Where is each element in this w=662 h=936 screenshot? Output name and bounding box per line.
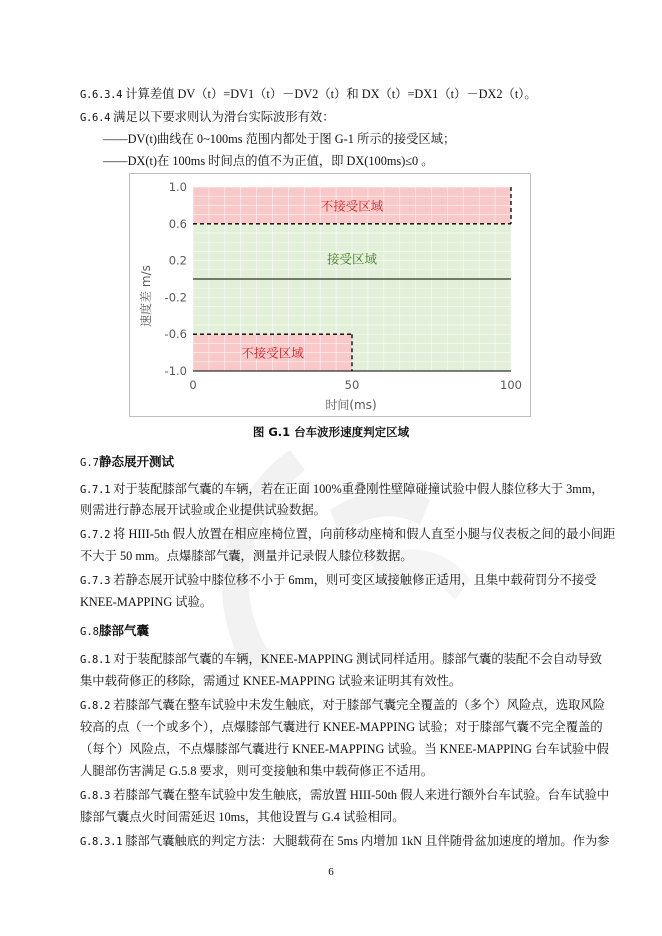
clause-text: 若膝部气囊在整车试验中未发生触底，对于膝部气囊完全覆盖的（多个）风险点，选取风险 <box>110 698 606 712</box>
clause-text: （每个）风险点，不点爆膝部气囊进行 KNEE-MAPPING 试验。当 KNEE-MAPPING 台车试验中假 <box>80 742 609 756</box>
clause-g64 <box>80 109 585 126</box>
y-tick-label: 0.6 <box>168 216 187 231</box>
clause-g83 <box>80 787 610 804</box>
section-number: G.8 <box>80 626 99 638</box>
x-tick-label: 0 <box>189 378 197 392</box>
clause-text: 满足以下要求则认为滑台实际波形有效： <box>110 110 335 124</box>
clause-number: G.8.3 <box>80 790 111 802</box>
clause-text: 膝部气囊点火时间需延迟 10ms，其他设置与 G.4 试验相同。 <box>80 810 405 824</box>
clause-g71 <box>80 481 604 498</box>
clause-text: 对于装配膝部气囊的车辆，KNEE-MAPPING 测试同样适用。膝部气囊的装配不会自动导致 <box>110 652 602 666</box>
clause-text: 集中载荷修正的移除，需通过 KNEE-MAPPING 试验来证明其有效性。 <box>80 674 462 688</box>
clause-text: 较高的点（一个或多个），点爆膝部气囊进行 KNEE-MAPPING 试验；对于膝部气囊不完全覆盖的 <box>80 720 603 734</box>
velocity-difference-chart <box>129 173 531 417</box>
figure-caption: 图 G.1 台车波形速度判定区域 <box>252 425 410 439</box>
clause-number: G.8.1 <box>80 654 111 666</box>
clause-text: KNEE-MAPPING 试验。 <box>80 595 213 609</box>
x-tick-label: 100 <box>500 378 522 392</box>
section-heading-g8 <box>80 621 149 639</box>
region-label-unacceptable-bottom: 不接受区域 <box>241 345 304 361</box>
clause-text: 若静态展开试验中膝位移不小于 6mm，则可变区域接触修正适用，且集中载荷罚分不接受 <box>110 573 597 587</box>
clause-number: G.6.4 <box>80 112 111 124</box>
x-axis-label: 时间(ms) <box>325 398 377 412</box>
clause-text: 不大于 50 mm。点爆膝部气囊，测量并记录假人膝位移数据。 <box>80 549 413 563</box>
section-number: G.7 <box>80 457 99 469</box>
clause-g831 <box>80 833 610 850</box>
section-title: 静态展开测试 <box>98 454 174 469</box>
clause-number: G.8.2 <box>80 700 111 712</box>
clause-number: G.6.3.4 <box>80 89 123 101</box>
clause-text: 则需进行静态展开试验或企业提供试验数据。 <box>80 503 326 517</box>
clause-text: 计算差值 DV（t）=DV1（t）－DV2（t）和 DX（t）=DX1（t）－DX2（t）。 <box>122 87 537 101</box>
clause-number: G.8.3.1 <box>80 836 123 848</box>
section-heading-g7 <box>80 452 174 470</box>
clause-g73 <box>80 572 597 589</box>
clause-text: 将 HIII-5th 假人放置在相应座椅位置，向前移动座椅和假人直至小腿与仪表板之间的最小间距 <box>110 527 616 541</box>
y-tick-label: -1.0 <box>164 364 187 378</box>
clause-number: G.7.3 <box>80 575 111 587</box>
y-axis-label: 速度差 m/s <box>139 265 153 327</box>
y-tick-label: 1.0 <box>168 180 187 194</box>
clause-g72 <box>80 526 616 543</box>
region-label-acceptable: 接受区域 <box>326 251 378 267</box>
y-tick-label: -0.2 <box>164 290 187 305</box>
clause-number: G.7.1 <box>80 484 111 496</box>
x-tick-label: 50 <box>344 378 360 392</box>
page-number: 6 <box>328 866 334 878</box>
clause-g81 <box>80 651 602 668</box>
region-label-unacceptable-top: 不接受区域 <box>320 198 384 214</box>
clause-text: 若膝部气囊在整车试验中发生触底，需放置 HIII-50th 假人来进行额外台车试验。台车试验中 <box>110 788 610 802</box>
list-item: ——DV(t)曲线在 0~100ms 范围内都处于图 G-1 所示的接受区域； <box>103 132 456 146</box>
clause-g82 <box>80 697 606 714</box>
y-tick-label: 0.2 <box>168 253 187 268</box>
clause-text: 人腿部伤害满足 G.5.8 要求，则可变接触和集中载荷修正不适用。 <box>80 764 434 778</box>
list-item: ——DX(t)在 100ms 时间点的值不为正值，即 DX(100ms)≤0 。 <box>103 154 434 168</box>
section-title: 膝部气囊 <box>98 623 149 638</box>
clause-number: G.7.2 <box>80 529 111 541</box>
clause-text: 膝部气囊触底的判定方法：大腿载荷在 5ms 内增加 1kN 且伴随骨盆加速度的增加。作为参 <box>122 834 610 848</box>
y-tick-label: -0.6 <box>164 327 187 342</box>
clause-g634 <box>80 86 585 103</box>
clause-text: 对于装配膝部气囊的车辆，若在正面 100%重叠刚性壁障碰撞试验中假人膝位移大于 3mm， <box>110 482 604 496</box>
